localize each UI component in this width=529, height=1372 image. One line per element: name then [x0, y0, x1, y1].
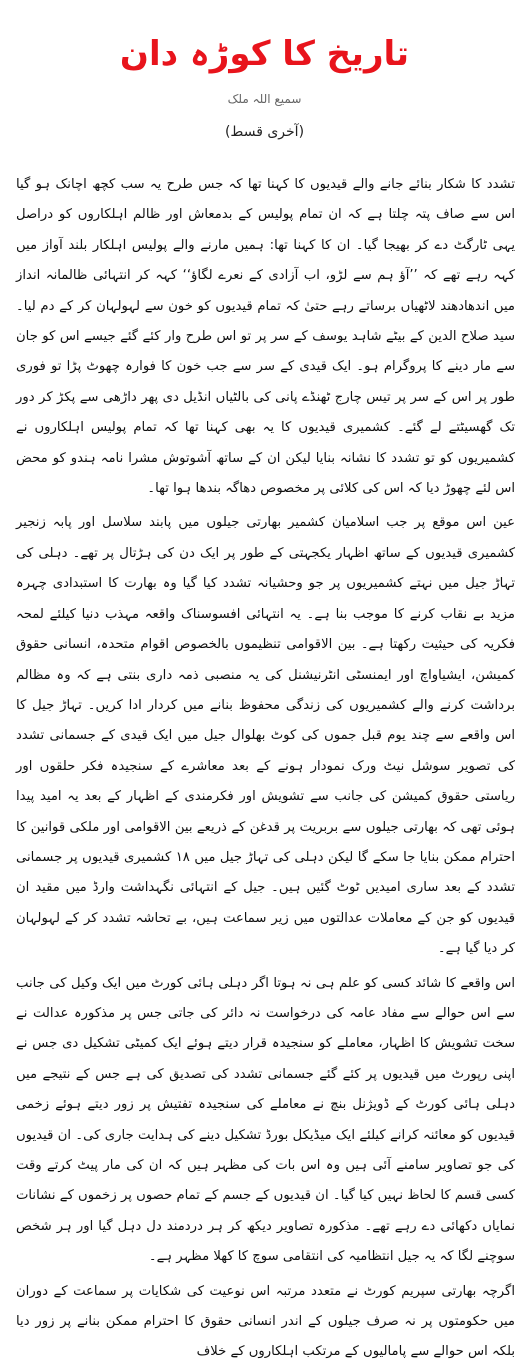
installment-label: (آخری قسط) [224, 124, 305, 140]
paragraph-2: عین اس موقع پر جب اسلامیان کشمیر بھارتی جیلوں میں پابند سلاسل اور پابہ زنجیر کشمیری قیدیوں کے ساتھ اظہار یکجہتی کے طور پر ایک دن کی ہڑتال پر تھے۔ دہلی کی تہاڑ جیل میں نہتے کشمیریوں پر جو وحشیانہ تشدد کیا گیا وہ بھارت کا استبدادی چہرہ مزید بے نقاب کرنے کا موجب بنا ہے۔ یہ انتہائی افسوسناک واقعہ مہذب دنیا کیلئے لمحہ فکریہ کی حیثیت رکھتا ہے۔ بین الاقوامی تنظیموں بالخصوص اقوام متحدہ، انسانی حقوق کمیشن، ایشیاواچ اور ایمنسٹی انٹرنیشنل کی یہ منصبی ذمہ داری بنتی ہے کہ وہ مظالم برداشت کرنے والے کشمیریوں کی زندگی محفوظ بنانے میں کردار ادا کریں۔ تہاڑ جیل کا اس واقعے سے چند یوم قبل جموں کی کوٹ بھلوال جیل میں ایک قیدی کے جسمانی تشدد کی تصویر سوشل نیٹ ورک نمودار ہونے کے بعد معاشرے کے سنجیدہ فکر حلقوں اور ریاستی حقوق کمیشن کی جانب سے تشویش اور فکرمندی کے اظہار کے بعد یہ امید پیدا ہوئی تھی کہ بھارتی جیلوں سے بربریت پر قدغن کے ذریعے بین الاقوامی اور ملکی قوانین کا احترام ممکن بنایا جا سکے گا لیکن دہلی کی تہاڑ جیل میں ۱۸ کشمیری قیدیوں پر جسمانی تشدد کے بعد ساری امیدیں ٹوٹ گئیں ہیں۔ جیل کے انتہائی نگہداشت وارڈ میں مقید ان قیدیوں کو جن کے معاملات عدالتوں میں زیر سماعت ہیں، بے تحاشہ تشدد کر کے لہولہان کر دیا گیا ہے۔ [16, 515, 515, 957]
article-body [16, 170, 515, 1372]
paragraph-1: تشدد کا شکار بنائے جانے والے قیدیوں کا کہنا تھا کہ جس طرح یہ سب کچھ اچانک ہو گیا اس سے صاف پتہ چلتا ہے کہ ان تمام پولیس کے بدمعاش اور ظالم اہلکاروں کو دراصل یہی ٹارگٹ دے کر بھیجا گیا۔ ان کا کہنا تھا: ہمیں مارنے والے پولیس اہلکار بلند آواز میں کہہ رہے تھے کہ ’’آؤ ہم سے لڑو، اب آزادی کے نعرے لگاؤ‘‘ کہہ کر انتہائی ظالمانہ انداز میں اندھادھند لاٹھیاں برساتے رہے حتیٰ کہ تمام قیدیوں کو خون سے لہولہان کر کے دم لیا۔ سید صلاح الدین کے بیٹے شاہد یوسف کے سر پر تو اس طرح وار کئے گئے جیسے اس کو جان سے مار دینے کا پروگرام ہو۔ ایک قیدی کے سر سے جب خون کا فوارہ چھوٹ پڑا تو فوری طور پر اس کے سر پر تیس چارج ٹھنڈے پانی کی بالٹیاں انڈیل دی پھر داڑھی سے پکڑ کر دور تک گھسیٹتے لے گئے۔ کشمیری قیدیوں کا یہ بھی کہنا تھا کہ تمام پولیس اہلکاروں نے کشمیریوں کو تو تشدد کا نشانہ بنایا لیکن ان کے ساتھ آشوتوش مشرا نامہ ہندو کو محض اس لئے چھوڑ دیا کہ اس کی کلائی پر مخصوص دھاگہ بندھا ہوا تھا۔ [16, 177, 515, 497]
article-title: تاریخ کا کوڑہ دان [119, 34, 410, 74]
paragraph-4: اگرچہ بھارتی سپریم کورٹ نے متعدد مرتبہ اس نوعیت کی شکایات پر سماعت کے دوران میں حکومتوں پر نہ صرف جیلوں کے اندر انسانی حقوق کا احترام ممکن بنانے پر زور دیا بلکہ اس حوالے سے پامالیوں کے مرتکب اہلکاروں کے خلاف [16, 1283, 515, 1360]
paragraph-3: اس واقعے کا شائد کسی کو علم ہی نہ ہوتا اگر دہلی ہائی کورٹ میں ایک وکیل کی جانب سے اس حوالے سے مفاد عامہ کی درخواست نہ دائر کی جاتی جس پر مذکورہ عدالت نے سخت تشویش کا اظہار، معاملے کو سنجیدہ قرار دیتے ہوئے ایک کمیٹی تشکیل دی جس نے اپنی رپورٹ میں قیدیوں پر کئے گئے جسمانی تشدد کی تصدیق کی ہے جس کے نتیجے میں دہلی ہائی کورٹ کے ڈویژنل بنچ نے معاملے کی سنجیدہ تفتیش پر زور دیتے ہوئے زخمی قیدیوں کو معائنہ کرانے کیلئے ایک میڈیکل بورڈ تشکیل دینے کی ہدایت جاری کی۔ ان قیدیوں کی جو تصاویر سامنے آئی ہیں وہ اس بات کی مظہر ہیں کہ ان کی مار پیٹ کرتے وقت کسی قسم کا لحاظ نہیں کیا گیا۔ ان قیدیوں کے جسم کے تمام حصوں پر زخموں کے نشانات نمایاں دکھائی دے رہے تھے۔ مذکورہ تصاویر دیکھ کر ہر دردمند دل دہل گیا اور ہر شخص سوچنے لگا کہ یہ جیل انتظامیہ کی انتقامی سوچ کا کھلا مظہر ہے۔ [16, 975, 515, 1265]
author-byline: سمیع اللہ ملک [227, 92, 302, 106]
